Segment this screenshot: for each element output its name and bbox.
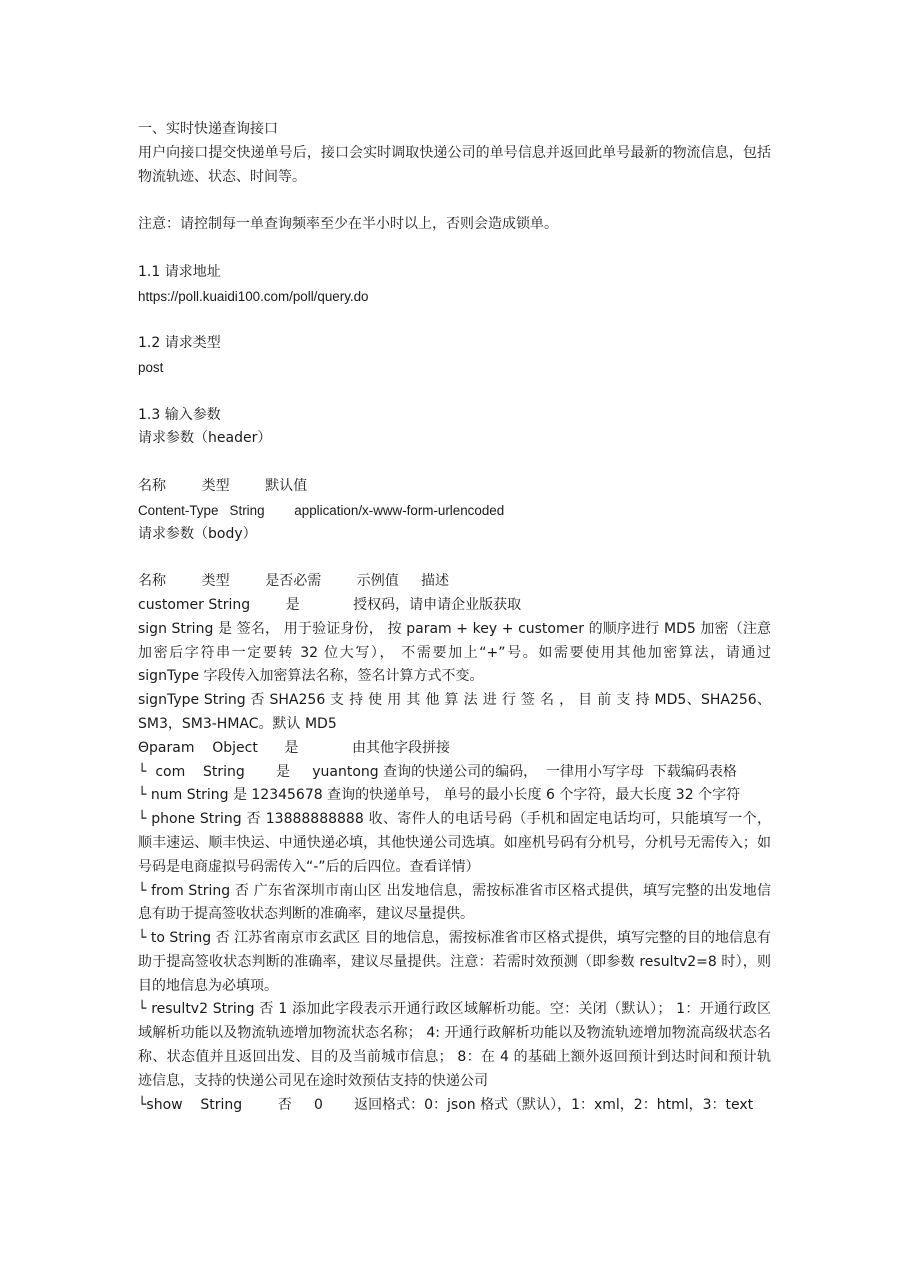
header-row-content-type: Content-Type String application/x-www-form-urlencoded [138,502,505,518]
param-resultv2: └ resultv2 String 否 1 添加此字段表示开通行政区域解析功能。空：关闭（默认）； 1：开通行政区域解析功能以及物流轨迹增加物流状态名称； 4: 开通行政解析功能以及物流轨迹增加物流高级状态名称、状态值并且返回出发、目的及当前城市信息； 8：在 4 的基础上额外返回预计到达时间和预计轨迹信息，支持的快递公司见在途时效预估支持的快递公司 [138,1001,771,1089]
spacer [138,451,771,475]
spacer [138,237,771,261]
param-customer: customer String 是 授权码，请申请企业版获取 [138,596,522,613]
spacer [138,308,771,332]
body-params-title: 请求参数（body） [138,525,257,542]
spacer [138,546,771,570]
header-params-title: 请求参数（header） [138,430,272,447]
param-num: └ num String 是 12345678 查询的快递单号， 单号的最小长度 6 个字符，最大长度 32 个字符 [138,787,741,804]
param-to: └ to String 否 江苏省南京市玄武区 目的地信息，需按标准省市区格式提供，填写完整的目的地信息有助于提高签收状态判断的准确率，建议尽量提供。注意：若需时效预测（即参数 resultv2=8 时），则目的地信息为必填项。 [138,930,771,994]
param-from: └ from String 否 广东省深圳市南山区 出发地信息，需按标准省市区格式提供，填写完整的出发地信息有助于提高签收状态判断的准确率，建议尽量提供。 [138,882,771,923]
spacer [138,189,771,213]
param-param: Θparam Object 是 由其他字段拼接 [138,739,450,756]
param-com: └ com String 是 yuantong 查询的快递公司的编码， 一律用小写字母 下载编码表格 [138,763,737,780]
input-params-heading: 1.3 输入参数 [138,406,221,423]
request-url-heading: 1.1 请求地址 [138,263,221,280]
request-type-heading: 1.2 请求类型 [138,335,221,352]
intro-paragraph: 用户向接口提交快递单号后，接口会实时调取快递公司的单号信息并返回此单号最新的物流信息，包括物流轨迹、状态、时间等。 [138,144,771,185]
notice-paragraph: 注意：请控制每一单查询频率至少在半小时以上，否则会造成锁单。 [138,216,558,233]
section-title: 一、实时快递查询接口 [138,121,278,137]
request-type-value: post [138,359,164,375]
request-url: https://poll.kuaidi100.com/poll/query.do [138,288,369,304]
header-columns: 名称 类型 默认值 [138,477,308,494]
param-sign: sign String 是 签名， 用于验证身份， 按 param + key + customer 的顺序进行 MD5 加密（注意加密后字符串一定要转 32 位大写）， 不需要加上“+”号。如需要使用其他加密算法，请通过 signType 字段传入加密算法名称，签名计算方式不变。 [138,620,771,685]
param-signtype: signType String 否 SHA256 支 持 使 用 其 他 算 法 进 行 签 名 ， 目 前 支 持 MD5、SHA256、SM3，SM3-HMAC。默认 MD5 [138,692,771,732]
body-columns: 名称 类型 是否必需 示例值 描述 [138,573,450,590]
param-show: └show String 否 0 返回格式：0：json 格式（默认），1：xml，2：html，3：text [138,1096,754,1113]
document-body [138,118,771,1117]
param-phone: └ phone String 否 13888888888 收、寄件人的电话号码（手机和固定电话均可，只能填写一个，顺丰速运、顺丰快运、中通快递必填，其他快递公司选填。如座机号码有分机号，分机号无需传入；如号码是电商虚拟号码需传入“-”后的后四位。查看详情） [138,811,771,875]
spacer [138,380,771,404]
